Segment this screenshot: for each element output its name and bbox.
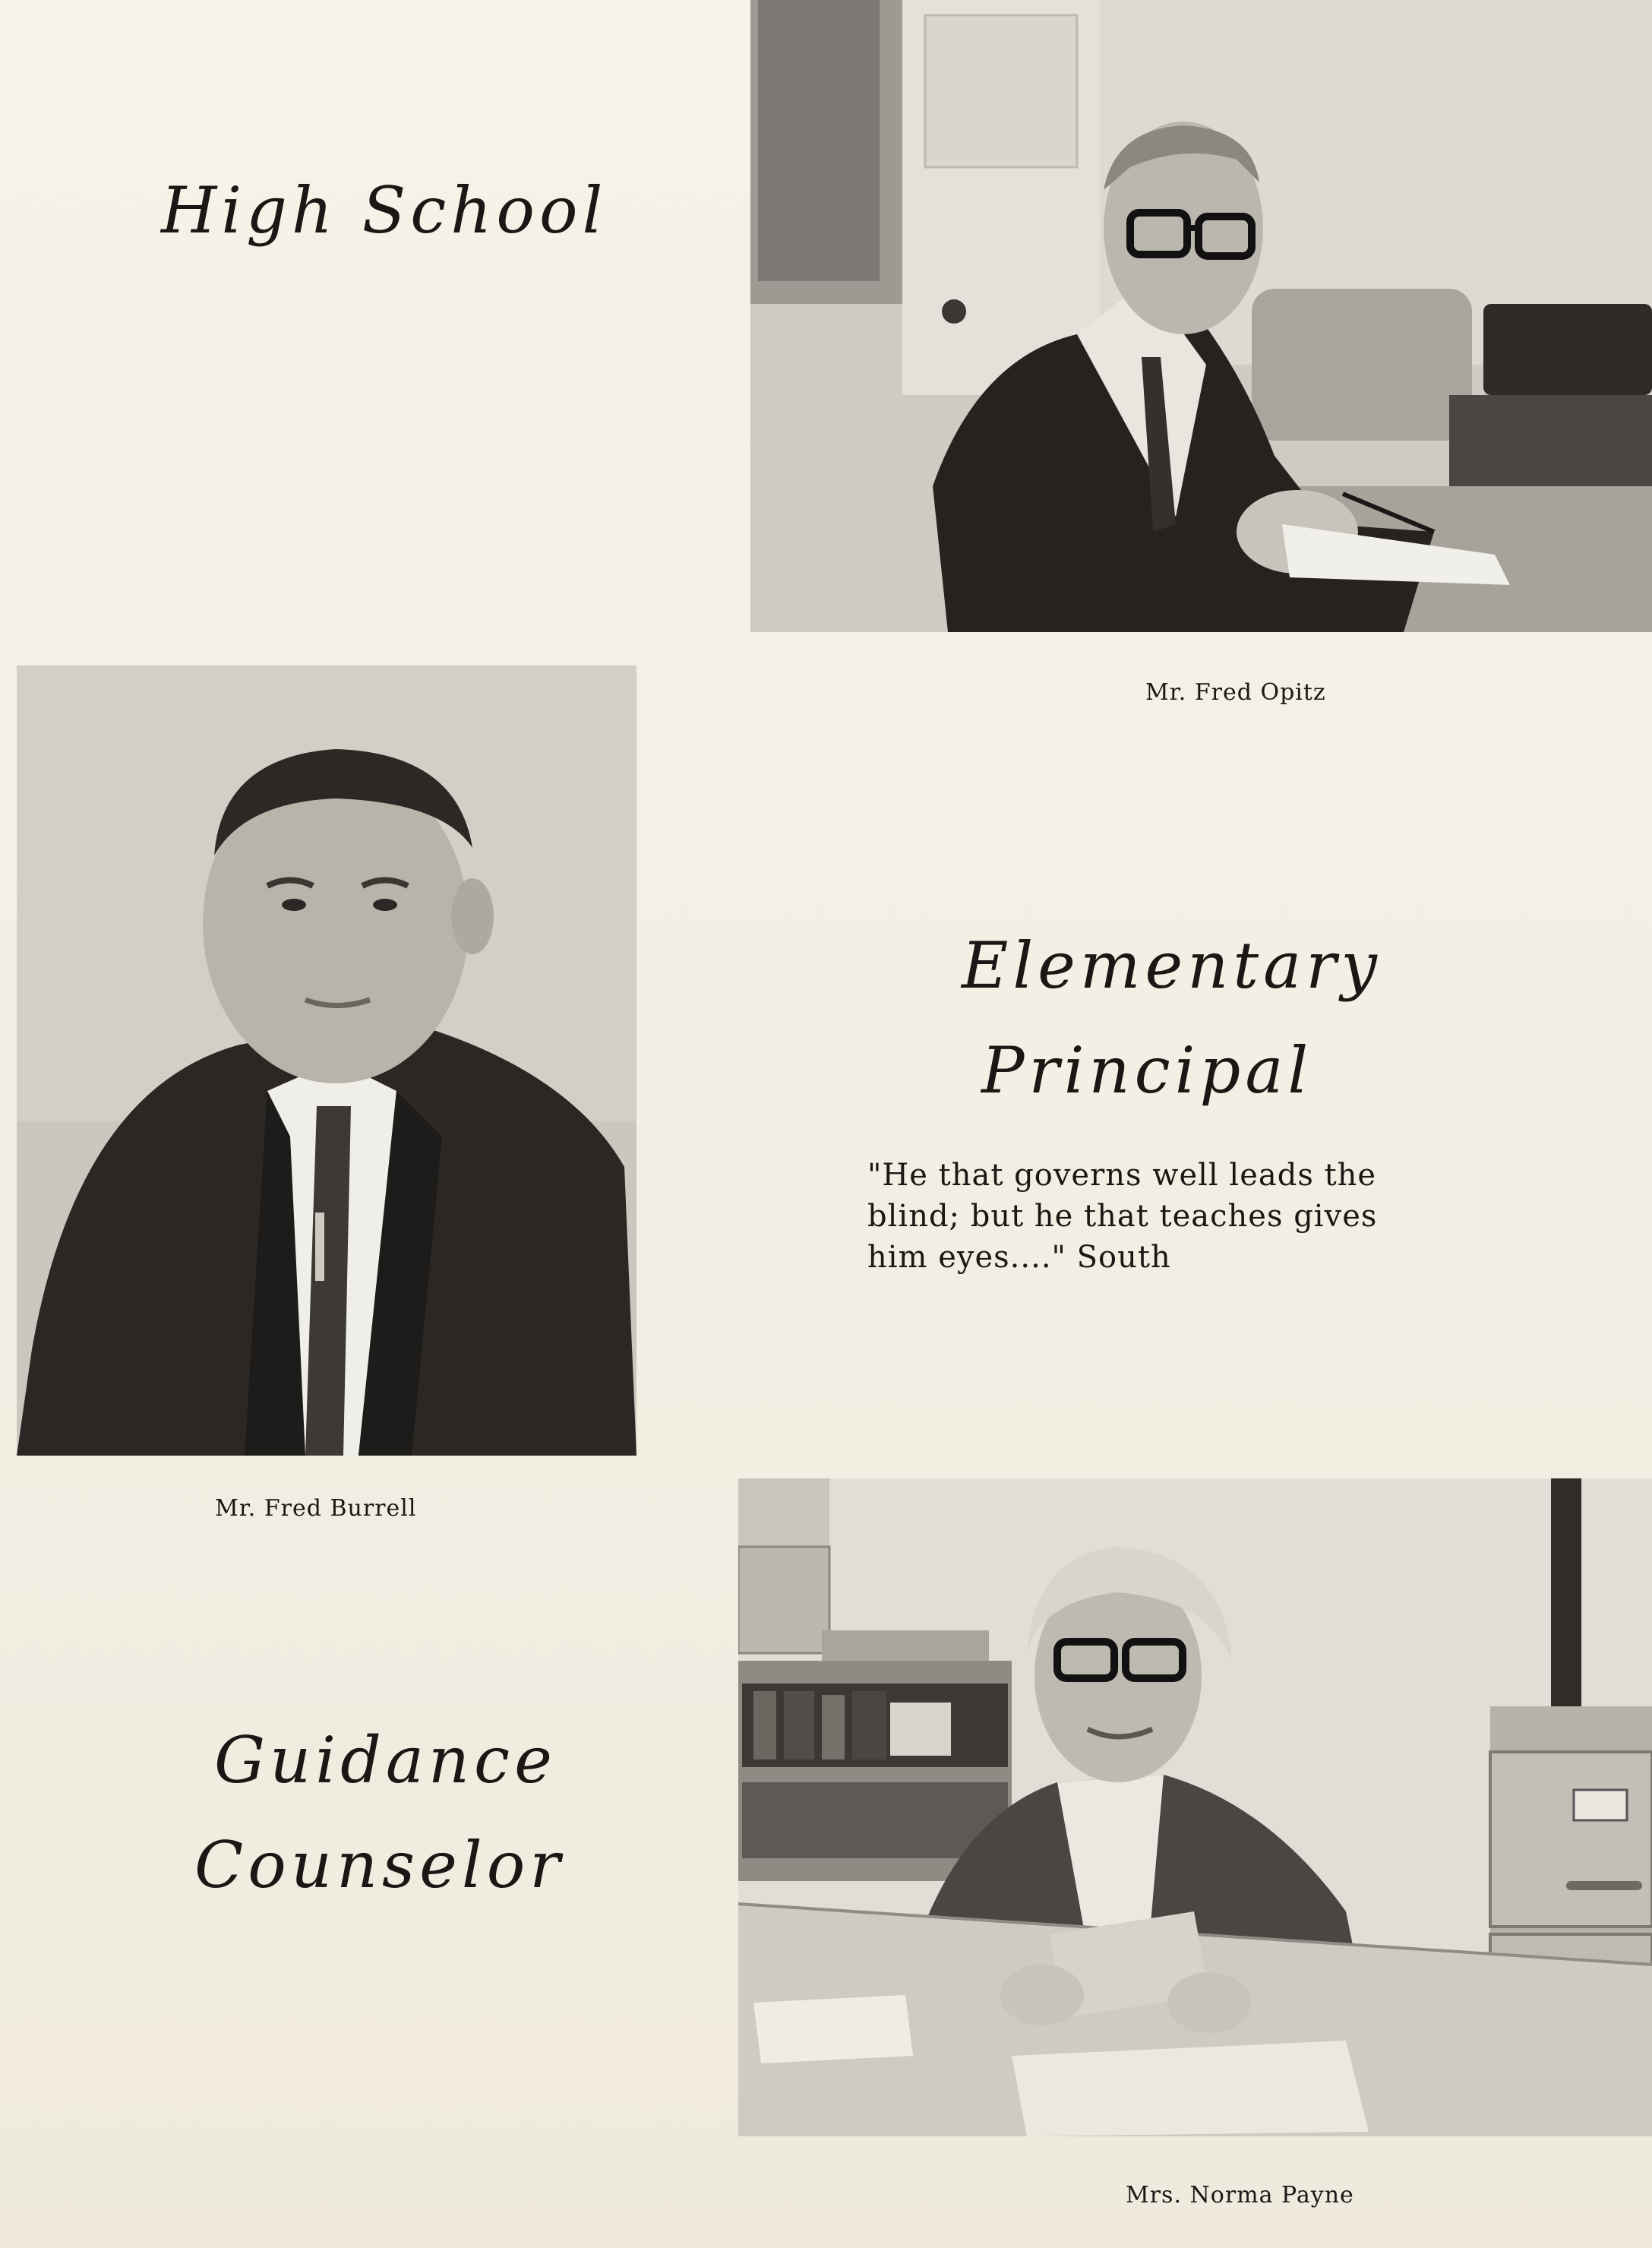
heading-counselor: Counselor [194, 1828, 565, 1902]
caption-fred-opitz: Mr. Fred Opitz [1145, 679, 1326, 706]
quote-line-2: blind; but he that teaches gives [867, 1199, 1378, 1234]
caption-norma-payne: Mrs. Norma Payne [1126, 2182, 1354, 2208]
photo-norma-payne [738, 1478, 1652, 2136]
photo-fred-opitz [750, 0, 1652, 632]
caption-fred-burrell: Mr. Fred Burrell [215, 1495, 417, 1522]
heading-principal: Principal [981, 1033, 1313, 1108]
heading-guidance: Guidance [214, 1723, 557, 1797]
quote-line-1: "He that governs well leads the [867, 1158, 1377, 1193]
quote-text [867, 1155, 1377, 1278]
heading-high-school: High School [161, 173, 608, 248]
heading-elementary: Elementary [962, 928, 1382, 1003]
quote-line-3: him eyes...." South [867, 1240, 1171, 1275]
photo-fred-burrell [17, 666, 636, 1456]
